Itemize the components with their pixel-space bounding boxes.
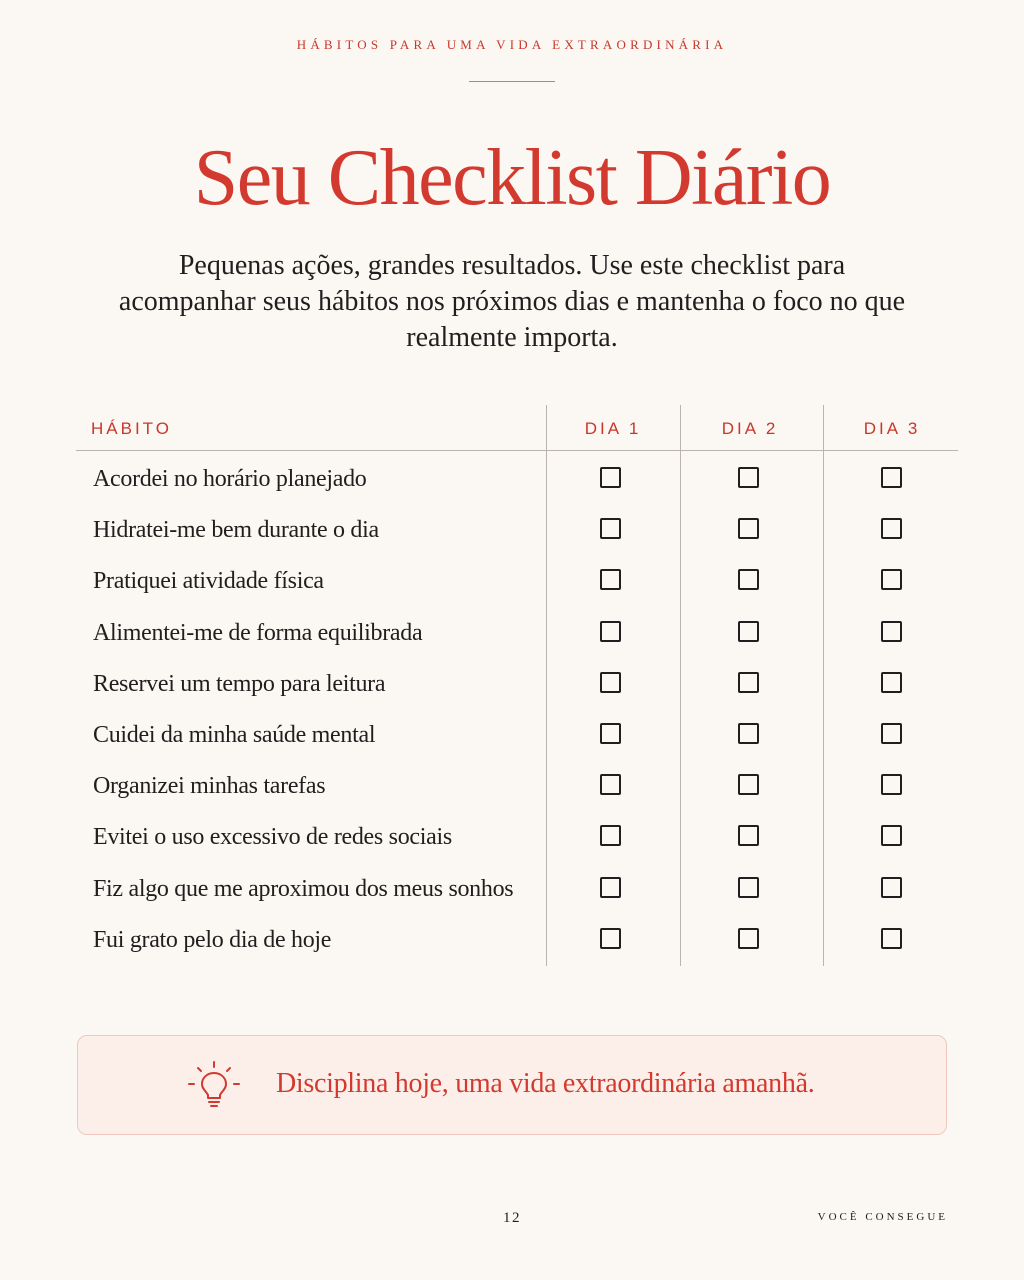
checkbox-day-1[interactable] (600, 723, 621, 744)
footer-label: VOCÊ CONSEGUE (817, 1211, 948, 1223)
table-row (76, 505, 958, 556)
column-header-day-3: DIA 3 (863, 419, 921, 438)
table-row (76, 710, 958, 761)
checkbox-day-2[interactable] (738, 774, 759, 795)
table-row (76, 659, 958, 710)
habit-label: Evitei o uso excessivo de redes sociais (93, 824, 452, 851)
checkbox-day-3[interactable] (881, 518, 902, 539)
table-row (76, 915, 958, 966)
habit-checklist-table (76, 405, 958, 967)
checkbox-day-2[interactable] (738, 467, 759, 488)
checkbox-day-1[interactable] (600, 672, 621, 693)
checkbox-day-3[interactable] (881, 467, 902, 488)
checkbox-day-2[interactable] (738, 877, 759, 898)
column-header-day-2: DIA 2 (721, 419, 779, 438)
checkbox-day-2[interactable] (738, 928, 759, 949)
column-header-habit: HÁBITO (91, 419, 172, 438)
checkbox-day-3[interactable] (881, 825, 902, 846)
habit-label: Organizei minhas tarefas (93, 773, 326, 800)
table-row (76, 556, 958, 607)
checkbox-day-1[interactable] (600, 621, 621, 642)
checkbox-day-3[interactable] (881, 723, 902, 744)
page-title: Seu Checklist Diário (193, 134, 831, 222)
checkbox-day-1[interactable] (600, 518, 621, 539)
table-row (76, 454, 958, 505)
header-divider (76, 450, 958, 451)
section-kicker: HÁBITOS PARA UMA VIDA EXTRAORDINÁRIA (296, 37, 728, 52)
checkbox-day-3[interactable] (881, 877, 902, 898)
checkbox-day-3[interactable] (881, 621, 902, 642)
checkbox-day-2[interactable] (738, 825, 759, 846)
lightbulb-icon (186, 1060, 242, 1110)
checkbox-day-3[interactable] (881, 672, 902, 693)
checkbox-day-1[interactable] (600, 774, 621, 795)
checkbox-day-2[interactable] (738, 569, 759, 590)
page-number: 12 (503, 1210, 521, 1226)
checkbox-day-3[interactable] (881, 928, 902, 949)
checkbox-day-2[interactable] (738, 621, 759, 642)
intro-paragraph: Pequenas ações, grandes resultados. Use este checklist para acompanhar seus hábitos nos próximos dias e mantenha o foco no que realmente importa. (118, 250, 906, 353)
habit-label: Cuidei da minha saúde mental (93, 722, 376, 748)
habit-label: Fui grato pelo dia de hoje (93, 926, 332, 953)
table-row (76, 812, 958, 863)
checkbox-day-3[interactable] (881, 569, 902, 590)
table-row (76, 864, 958, 915)
motivation-callout (77, 1035, 947, 1135)
motivation-quote: Disciplina hoje, uma vida extraordinária amanhã. (276, 1068, 815, 1099)
habit-label: Reservei um tempo para leitura (93, 670, 386, 697)
checkbox-day-1[interactable] (600, 467, 621, 488)
checkbox-day-1[interactable] (600, 928, 621, 949)
checkbox-day-2[interactable] (738, 518, 759, 539)
habit-label: Pratiquei atividade física (93, 568, 324, 595)
habit-label: Acordei no horário planejado (93, 466, 367, 492)
checkbox-day-1[interactable] (600, 877, 621, 898)
checkbox-day-1[interactable] (600, 569, 621, 590)
checkbox-day-3[interactable] (881, 774, 902, 795)
kicker-divider (469, 81, 555, 82)
checkbox-day-1[interactable] (600, 825, 621, 846)
checkbox-day-2[interactable] (738, 672, 759, 693)
checkbox-day-2[interactable] (738, 723, 759, 744)
habit-label: Fiz algo que me aproximou dos meus sonhos (93, 875, 514, 902)
table-row (76, 761, 958, 812)
table-row (76, 608, 958, 659)
habit-label: Hidratei-me bem durante o dia (93, 517, 379, 544)
habit-label: Alimentei-me de forma equilibrada (93, 619, 423, 646)
column-header-day-1: DIA 1 (584, 419, 642, 438)
